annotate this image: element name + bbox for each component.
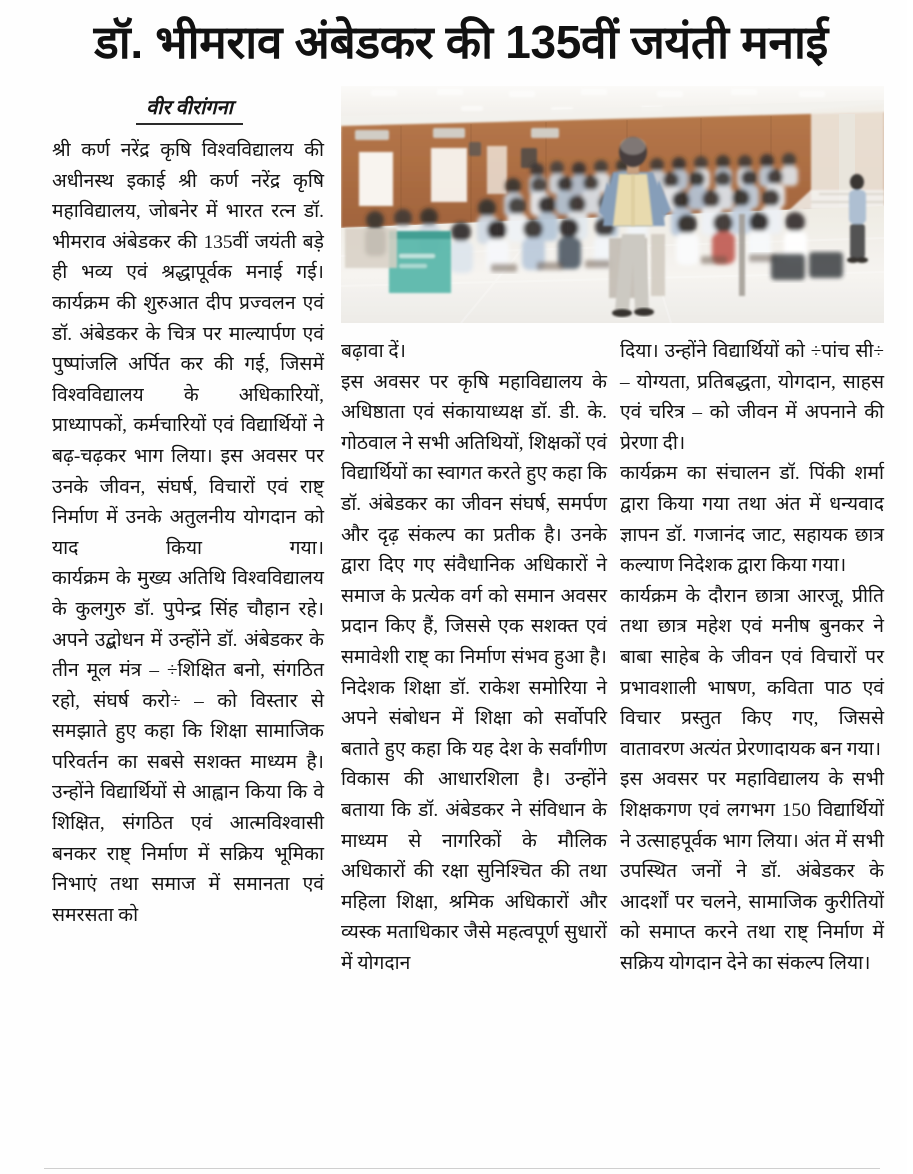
page-title: डॉ. भीमराव अंबेडकर की 135वीं जयंती मनाई bbox=[94, 16, 828, 68]
article-column-2 bbox=[341, 337, 607, 1169]
paragraph: कार्यक्रम के मुख्य अतिथि विश्वविद्यालय के कुलगुरु डॉ. पुपेन्द्र सिंह चौहान रहे। अपने उद्बोधन में उन्होंने डॉ. अंबेडकर के तीन मूल मंत्र – ÷शिक्षित बनो, संगठित रहो, संघर्ष करो÷ – को विस्तार से समझाते हुए कहा कि शिक्षा सामाजिक परिवर्तन का सबसे सशक्त माध्यम है। उन्होंने विद्यार्थियों से आह्वान किया कि वे शिक्षित, संगठित एवं आत्मविश्वासी बनकर राष्ट् निर्माण में सक्रिय भूमिका निभाएं तथा समाज में समानता एवं समरसता को bbox=[52, 568, 324, 926]
byline: वीर वीरांगना bbox=[136, 96, 243, 125]
paragraph: कार्यक्रम का संचालन डॉ. पिंकी शर्मा द्वारा किया गया तथा अंत में धन्यवाद ज्ञापन डॉ. गजानंद जाट, सहायक छात्र कल्याण निदेशक द्वारा किया गया। bbox=[620, 463, 884, 577]
article-column-3 bbox=[620, 337, 884, 1169]
paragraph: दिया। उन्होंने विद्यार्थियों को ÷पांच सी÷ – योग्यता, प्रतिबद्धता, योगदान, साहस एवं चरित्र – को जीवन में अपनाने की प्रेरणा दी। bbox=[620, 341, 884, 454]
paragraph: बढ़ावा दें। bbox=[341, 341, 406, 362]
byline-container bbox=[52, 96, 327, 125]
page-right-margin bbox=[907, 0, 913, 1174]
auditorium-event-photo bbox=[341, 86, 884, 323]
paragraph: श्री कर्ण नरेंद्र कृषि विश्वविद्यालय की अधीनस्थ इकाई श्री कर्ण नरेंद्र कृषि महाविद्यालय, जोबनेर में भारत रत्न डॉ. भीमराव अंबेडकर की 135वीं जयंती बड़े ही भव्य एवं श्रद्धापूर्वक मनाई गई। कार्यक्रम की शुरुआत दीप प्रज्वलन एवं डॉ. अंबेडकर के चित्र पर माल्यार्पण एवं पुष्पांजलि अर्पित कर की गई, जिसमें विश्वविद्यालय के अधिकारियों, प्राध्यापकों, कर्मचारियों एवं विद्यार्थियों ने बढ़-चढ़कर भाग लिया। इस अवसर पर उनके जीवन, संघर्ष, विचारों एवं राष्ट् निर्माण में उनके अतुलनीय योगदान को याद किया गया। bbox=[52, 140, 324, 559]
paragraph: कार्यक्रम के दौरान छात्रा आरजू, प्रीति तथा छात्र महेश एवं मनीष बुनकर ने बाबा साहेब के जीवन एवं विचारों पर प्रभावशाली भाषण, कविता पाठ एवं विचार प्रस्तुत किए गए, जिससे वातावरण अत्यंत प्रेरणादायक बन गया। bbox=[620, 585, 884, 760]
bottom-divider bbox=[44, 1168, 880, 1169]
paragraph: निदेशक शिक्षा डॉ. राकेश समोरिया ने अपने संबोधन में शिक्षा को सर्वोपरि बताते हुए कहा कि यह देश के सर्वांगीण विकास की आधारशिला है। उन्होंने बताया कि डॉ. अंबेडकर ने संविधान के माध्यम से नागरिकों के मौलिक अधिकारों की रक्षा सुनिश्चित की तथा महिला शिक्षा, श्रमिक अधिकारों और व्यस्क मताधिकार जैसे महत्वपूर्ण सुधारों में योगदान bbox=[341, 677, 607, 974]
article-column-1 bbox=[52, 136, 324, 1168]
paragraph: इस अवसर पर महाविद्यालय के सभी शिक्षकगण एवं लगभग 150 विद्यार्थियों ने उत्साहपूर्वक भाग लिया। अंत में सभी उपस्थित जनों ने डॉ. अंबेडकर के आदर्शों पर चलने, सामाजिक कुरीतियों को समाप्त करने तथा राष्ट् निर्माण में सक्रिय योगदान देने का संकल्प लिया। bbox=[620, 769, 884, 974]
paragraph: इस अवसर पर कृषि महाविद्यालय के अधिष्ठाता एवं संकायाध्यक्ष डॉ. डी. के. गोठवाल ने सभी अतिथियों, शिक्षकों एवं विद्यार्थियों का स्वागत करते हुए कहा कि डॉ. अंबेडकर का जीवन संघर्ष, समर्पण और दृढ़ संकल्प का प्रतीक है। उनके द्वारा दिए गए संवैधानिक अधिकारों ने समाज के प्रत्येक वर्ग को समान अवसर प्रदान किए हैं, जिससे एक सशक्त एवं समावेशी राष्ट् का निर्माण संभव हुआ है। bbox=[341, 371, 607, 668]
photo-illustration bbox=[341, 86, 884, 323]
